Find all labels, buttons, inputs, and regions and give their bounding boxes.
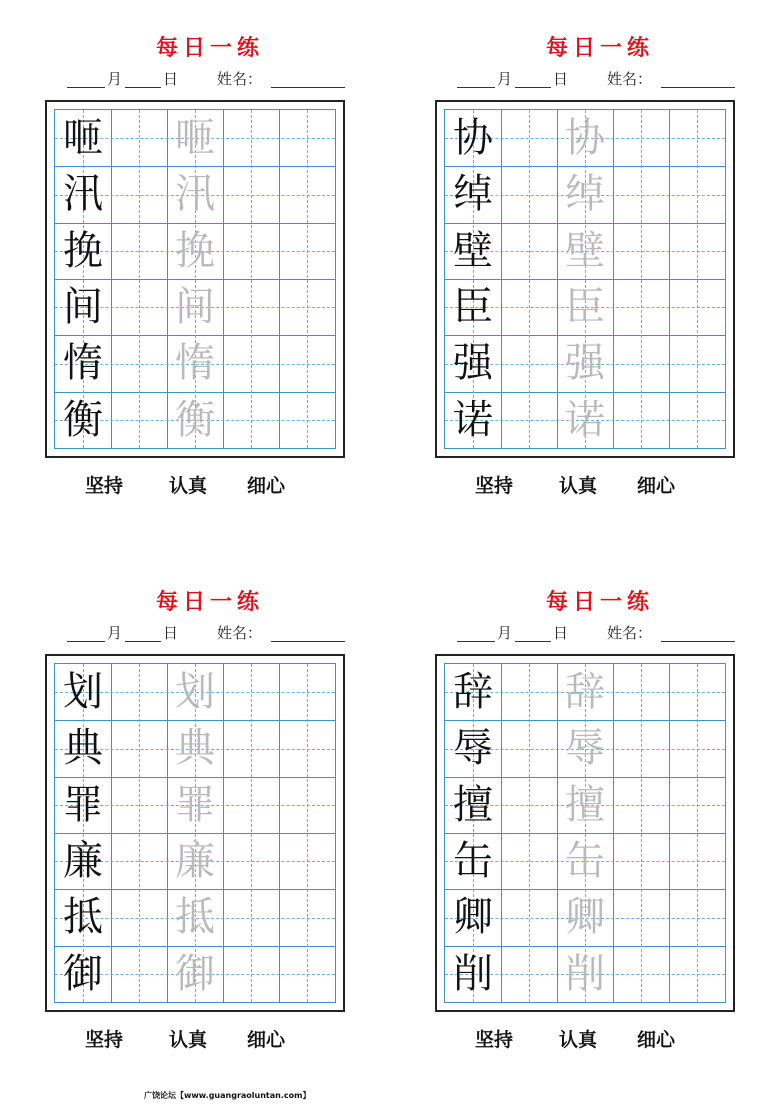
month-blank: [457, 641, 495, 642]
model-character: 挽: [63, 227, 103, 274]
practice-card: [45, 0, 375, 497]
trace-character: 协: [565, 115, 605, 161]
trace-character: 擅: [565, 781, 605, 828]
grid-guide-line: [307, 110, 308, 448]
model-character: 典: [63, 725, 103, 772]
writing-frame: [45, 100, 345, 458]
model-character: 卿: [453, 894, 493, 941]
model-character: 诺: [453, 396, 493, 443]
month-label: 月: [107, 70, 123, 88]
model-character: 缶: [453, 838, 493, 884]
day-blank: [515, 87, 551, 88]
grid-guide-line: [697, 664, 698, 1002]
trace-character: 抵: [175, 894, 215, 941]
tianzige-grid: [444, 663, 726, 1003]
card-title: 每日一练: [155, 36, 264, 61]
grid-guide-line: [697, 110, 698, 448]
grid-guide-line: [529, 110, 530, 448]
trace-character: 汛: [175, 171, 215, 218]
day-label: 日: [553, 624, 569, 642]
tianzige-grid: [444, 109, 726, 449]
month-blank: [457, 87, 495, 88]
trace-character: 罪: [175, 781, 215, 828]
trace-character: 臣: [565, 284, 605, 330]
model-character: 惰: [63, 340, 103, 387]
month-label: 月: [497, 624, 513, 642]
tianzige-grid: [54, 663, 336, 1003]
day-label: 日: [553, 70, 569, 88]
motto-line: [475, 471, 755, 501]
motto-word: 坚持: [85, 1029, 124, 1051]
month-label: 月: [107, 624, 123, 642]
month-label: 月: [497, 70, 513, 88]
model-character: 衡: [63, 396, 103, 443]
trace-character: 壁: [565, 227, 605, 274]
motto-word: 认真: [169, 1029, 208, 1051]
trace-character: 强: [565, 340, 605, 387]
model-character: 咂: [63, 115, 103, 161]
motto-word: 坚持: [475, 475, 514, 497]
grid-guide-line: [139, 664, 140, 1002]
card-title: 每日一练: [545, 590, 654, 615]
trace-character: 辱: [565, 725, 605, 772]
grid-guide-line: [251, 664, 252, 1002]
model-character: 擅: [453, 781, 493, 828]
model-character: 间: [63, 284, 103, 330]
trace-character: 咂: [175, 115, 215, 161]
name-blank: [271, 641, 345, 642]
trace-character: 辞: [565, 669, 605, 715]
writing-frame: [435, 100, 735, 458]
trace-character: 间: [175, 284, 215, 330]
trace-character: 卿: [565, 894, 605, 941]
name-label: 姓名：: [217, 624, 263, 642]
motto-word: 细心: [637, 1029, 676, 1051]
grid-guide-line: [251, 110, 252, 448]
trace-character: 划: [175, 669, 215, 715]
model-character: 协: [453, 115, 493, 161]
model-character: 削: [453, 950, 493, 997]
model-character: 划: [63, 669, 103, 715]
name-label: 姓名：: [607, 70, 653, 88]
motto-line: [85, 471, 365, 501]
grid-guide-line: [641, 110, 642, 448]
name-blank: [661, 641, 735, 642]
date-name-line: [455, 69, 745, 91]
model-character: 臣: [453, 284, 493, 330]
motto-word: 坚持: [85, 475, 124, 497]
motto-word: 细心: [247, 475, 286, 497]
trace-character: 绰: [565, 171, 605, 218]
trace-character: 御: [175, 950, 215, 997]
grid-guide-line: [307, 664, 308, 1002]
model-character: 壁: [453, 227, 493, 274]
model-character: 辞: [453, 669, 493, 715]
practice-card: [435, 0, 765, 497]
name-label: 姓名：: [607, 624, 653, 642]
card-title: 每日一练: [155, 590, 264, 615]
writing-frame: [45, 654, 345, 1012]
trace-character: 诺: [565, 396, 605, 443]
model-character: 罪: [63, 781, 103, 828]
day-blank: [125, 641, 161, 642]
trace-character: 缶: [565, 838, 605, 884]
model-character: 廉: [63, 838, 103, 884]
day-label: 日: [163, 70, 179, 88]
name-label: 姓名：: [217, 70, 263, 88]
trace-character: 廉: [175, 838, 215, 884]
motto-word: 细心: [247, 1029, 286, 1051]
month-blank: [67, 87, 105, 88]
day-blank: [125, 87, 161, 88]
trace-character: 惰: [175, 340, 215, 387]
date-name-line: [65, 69, 355, 91]
tianzige-grid: [54, 109, 336, 449]
motto-line: [85, 1025, 365, 1055]
grid-guide-line: [529, 664, 530, 1002]
motto-line: [475, 1025, 755, 1055]
model-character: 汛: [63, 171, 103, 218]
date-name-line: [455, 623, 745, 645]
model-character: 抵: [63, 894, 103, 941]
motto-word: 细心: [637, 475, 676, 497]
month-blank: [67, 641, 105, 642]
date-name-line: [65, 623, 355, 645]
motto-word: 认真: [559, 475, 598, 497]
trace-character: 典: [175, 725, 215, 772]
model-character: 强: [453, 340, 493, 387]
motto-word: 坚持: [475, 1029, 514, 1051]
motto-word: 认真: [169, 475, 208, 497]
name-blank: [661, 87, 735, 88]
trace-character: 削: [565, 950, 605, 997]
motto-word: 认真: [559, 1029, 598, 1051]
writing-frame: [435, 654, 735, 1012]
card-title: 每日一练: [545, 36, 654, 61]
model-character: 御: [63, 950, 103, 997]
trace-character: 挽: [175, 227, 215, 274]
model-character: 绰: [453, 171, 493, 218]
grid-guide-line: [139, 110, 140, 448]
trace-character: 衡: [175, 396, 215, 443]
day-label: 日: [163, 624, 179, 642]
day-blank: [515, 641, 551, 642]
practice-card: [435, 554, 765, 1051]
name-blank: [271, 87, 345, 88]
practice-card: [45, 554, 375, 1051]
footer-source: 广饶论坛【www.guangraoluntan.com】: [144, 1091, 311, 1100]
model-character: 辱: [453, 725, 493, 772]
grid-guide-line: [641, 664, 642, 1002]
